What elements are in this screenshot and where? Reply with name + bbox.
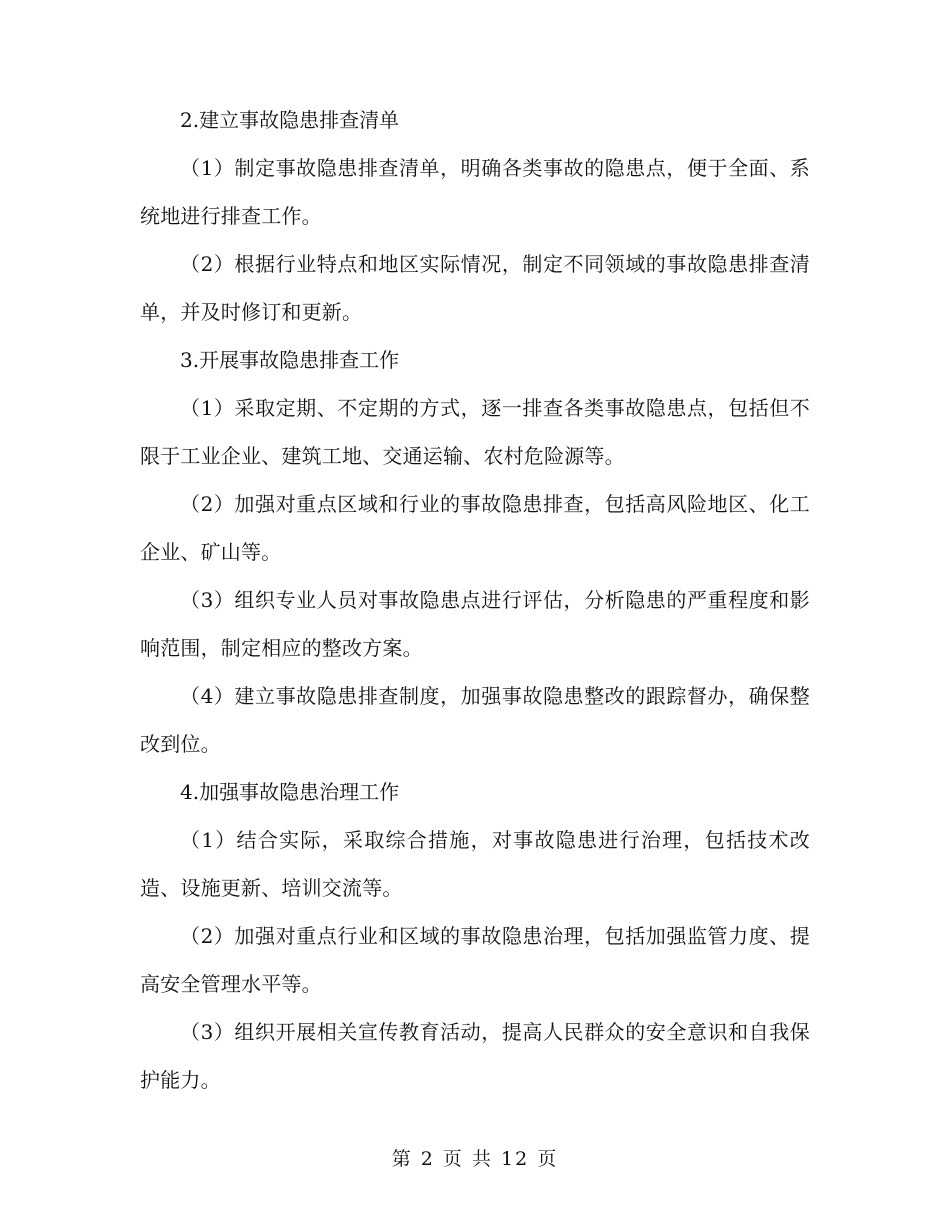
page-footer: 第 2 页 共 12 页	[391, 1148, 559, 1170]
list-item: （1）制定事故隐患排查清单，明确各类事故的隐患点，便于全面、系统地进行排查工作。	[140, 156, 810, 228]
document-body	[140, 96, 810, 1104]
list-item: （3）组织开展相关宣传教育活动，提高人民群众的安全意识和自我保护能力。	[140, 1020, 810, 1092]
section-3	[140, 336, 810, 768]
list-item: （2）加强对重点行业和区域的事故隐患治理，包括加强监管力度、提高安全管理水平等。	[140, 924, 810, 996]
list-item: （4）建立事故隐患排查制度，加强事故隐患整改的跟踪督办，确保整改到位。	[140, 684, 810, 756]
section-heading: 4.加强事故隐患治理工作	[180, 780, 400, 804]
list-item: （2）加强对重点区域和行业的事故隐患排查，包括高风险地区、化工企业、矿山等。	[140, 492, 810, 564]
list-item: （3）组织专业人员对事故隐患点进行评估，分析隐患的严重程度和影响范围，制定相应的整改方案。	[140, 588, 810, 660]
section-heading: 3.开展事故隐患排查工作	[180, 348, 400, 372]
list-item: （1）采取定期、不定期的方式，逐一排查各类事故隐患点，包括但不限于工业企业、建筑工地、交通运输、农村危险源等。	[140, 396, 810, 468]
section-2	[140, 96, 810, 336]
section-4	[140, 768, 810, 1104]
list-item: （2）根据行业特点和地区实际情况，制定不同领域的事故隐患排查清单，并及时修订和更新。	[140, 252, 810, 324]
section-heading: 2.建立事故隐患排查清单	[180, 108, 400, 132]
list-item: （1）结合实际，采取综合措施，对事故隐患进行治理，包括技术改造、设施更新、培训交流等。	[140, 828, 810, 900]
